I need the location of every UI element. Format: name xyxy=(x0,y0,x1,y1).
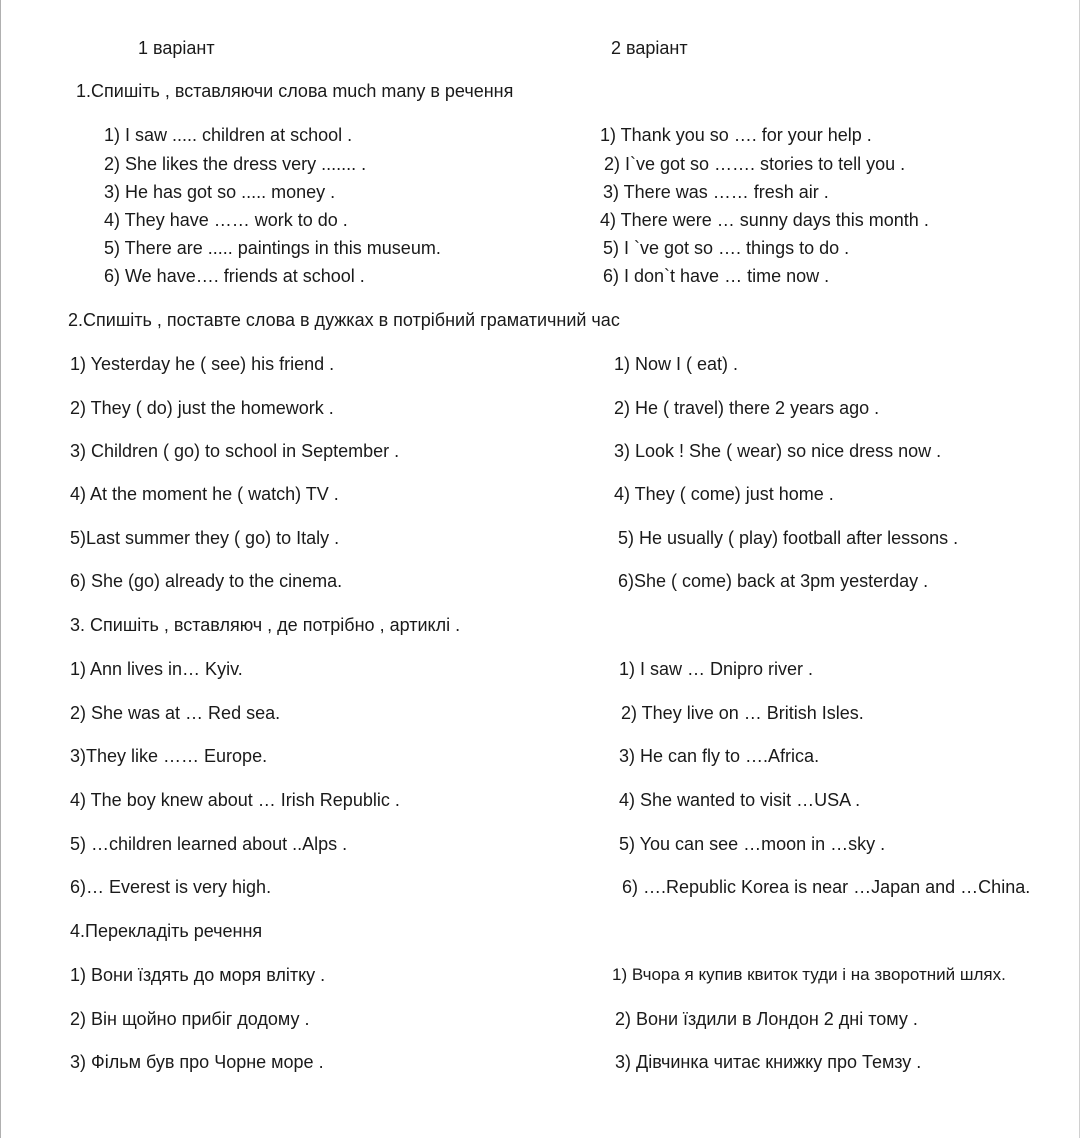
s1-right-item: 1) Thank you so …. for your help . xyxy=(600,125,872,145)
s1-left-item: 2) She likes the dress very ....... . xyxy=(104,154,367,174)
s3-right-item: 2) They live on … British Isles. xyxy=(621,703,864,723)
s4-left-item: 3) Фільм був про Чорне море . xyxy=(70,1052,324,1072)
section-1-heading: 1.Спишіть , вставляючи слова much many в речення xyxy=(76,81,514,101)
s2-right-item: 3) Look ! She ( wear) so nice dress now . xyxy=(614,441,942,461)
s2-right-item: 4) They ( come) just home . xyxy=(614,484,834,504)
s3-right-item: 6) ….Republic Korea is near …Japan and …China. xyxy=(622,877,1031,897)
s1-left-item: 6) We have…. friends at school . xyxy=(104,266,365,286)
s3-left-item: 4) The boy knew about … Irish Republic . xyxy=(70,790,400,810)
s1-left-item: 1) I saw ..... children at school . xyxy=(104,125,353,145)
s3-left-item: 2) She was at … Red sea. xyxy=(70,703,281,723)
s4-right-item: 3) Дівчинка читає книжку про Темзу . xyxy=(615,1052,922,1072)
s2-right-item: 5) He usually ( play) football after lessons . xyxy=(618,528,959,548)
s1-right-item: 2) I`ve got so ……. stories to tell you . xyxy=(604,154,906,174)
s1-right-item: 6) I don`t have … time now . xyxy=(603,266,830,286)
s3-right-item: 4) She wanted to visit …USA . xyxy=(619,790,861,810)
section-3-heading: 3. Спишіть , вставляюч , де потрібно , артиклі . xyxy=(70,615,461,635)
s1-right-item: 3) There was …… fresh air . xyxy=(603,182,829,202)
s2-left-item: 2) They ( do) just the homework . xyxy=(70,398,334,418)
s3-left-item: 6)… Everest is very high. xyxy=(70,877,272,897)
s1-left-item: 4) They have …… work to do . xyxy=(104,210,348,230)
variant-2-title: 2 варіант xyxy=(611,38,688,58)
s3-left-item: 5) …children learned about ..Alps . xyxy=(70,834,348,854)
s4-left-item: 1) Вони їздять до моря влітку . xyxy=(70,965,326,985)
s4-right-item: 2) Вони їздили в Лондон 2 дні тому . xyxy=(615,1009,918,1029)
s2-left-item: 3) Children ( go) to school in September . xyxy=(70,441,400,461)
s2-left-item: 6) She (go) already to the cinema. xyxy=(70,571,343,591)
s3-left-item: 3)They like …… Europe. xyxy=(70,746,268,766)
s3-left-item: 1) Ann lives in… Kyiv. xyxy=(70,659,243,679)
s2-right-item: 6)She ( come) back at 3pm yesterday . xyxy=(618,571,929,591)
s1-right-item: 5) I `ve got so …. things to do . xyxy=(603,238,850,258)
s3-right-item: 5) You can see …moon in …sky . xyxy=(619,834,886,854)
s2-left-item: 4) At the moment he ( watch) TV . xyxy=(70,484,339,504)
s3-right-item: 3) He can fly to ….Africa. xyxy=(619,746,820,766)
section-4-heading: 4.Перекладіть речення xyxy=(70,921,263,941)
s2-left-item: 5)Last summer they ( go) to Italy . xyxy=(70,528,340,548)
s1-left-item: 5) There are ..... paintings in this museum. xyxy=(104,238,441,258)
s1-left-item: 3) He has got so ..... money . xyxy=(104,182,336,202)
s2-left-item: 1) Yesterday he ( see) his friend . xyxy=(70,354,335,374)
s3-right-item: 1) I saw … Dnipro river . xyxy=(619,659,814,679)
s4-left-item: 2) Він щойно прибіг додому . xyxy=(70,1009,310,1029)
variant-1-title: 1 варіант xyxy=(138,38,215,58)
s1-right-item: 4) There were … sunny days this month . xyxy=(600,210,929,230)
s2-right-item: 2) He ( travel) there 2 years ago . xyxy=(614,398,880,418)
s4-right-item: 1) Вчора я купив квиток туди і на зворотний шлях. xyxy=(612,965,1006,984)
page-left-border xyxy=(0,0,1,1138)
s2-right-item: 1) Now I ( eat) . xyxy=(614,354,739,374)
section-2-heading: 2.Спишіть , поставте слова в дужках в потрібний граматичний час xyxy=(68,310,620,330)
